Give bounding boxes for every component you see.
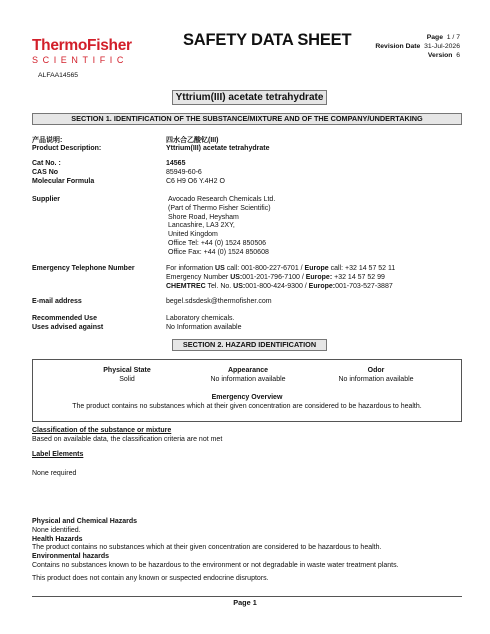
physical-state-cell bbox=[57, 367, 197, 385]
label-elements-text-block bbox=[32, 470, 462, 479]
logo-subtitle: SCIENTIFIC bbox=[32, 54, 129, 65]
odor-label: Odor bbox=[367, 367, 385, 374]
physical-chemical-hazards-text: None identified. bbox=[32, 526, 81, 534]
cat-no-value: 14565 bbox=[166, 160, 186, 167]
product-name-bar: Yttrium(III) acetate tetrahydrate bbox=[172, 90, 327, 105]
product-description-value: Yttrium(III) acetate tetrahydrate bbox=[166, 145, 270, 152]
revision-info bbox=[375, 33, 460, 61]
supplier-line: Shore Road, Heysham bbox=[168, 213, 239, 221]
emergency-telephone-row bbox=[32, 265, 462, 291]
classification-text: Based on available data, the classification criteria are not met bbox=[32, 435, 223, 443]
molecular-formula-label: Molecular Formula bbox=[32, 178, 95, 185]
version-label: Version bbox=[427, 52, 453, 60]
cat-no-row bbox=[32, 160, 462, 169]
section2-heading: SECTION 2. HAZARD IDENTIFICATION bbox=[172, 339, 327, 351]
classification-heading: Classification of the substance or mixture bbox=[32, 427, 172, 434]
uses-advised-against-label: Uses advised against bbox=[32, 324, 104, 331]
cas-no-value: 85949-60-6 bbox=[166, 169, 202, 176]
emergency-telephone-numbers bbox=[166, 265, 462, 291]
appearance-value: No information available bbox=[210, 375, 286, 383]
health-hazards-text: The product contains no substances which at their given concentration are considered to be hazardous to health. bbox=[32, 544, 382, 552]
hazards-block bbox=[32, 518, 462, 571]
document-code: ALFAA14565 bbox=[38, 72, 79, 79]
revision-value: 31-Jul-2026 bbox=[424, 43, 460, 51]
supplier-line: Office Tel: +44 (0) 1524 850506 bbox=[168, 239, 267, 247]
appearance-cell bbox=[178, 367, 318, 385]
chinese-description-value: 四水合乙酸钇(III) bbox=[166, 137, 219, 144]
supplier-line: United Kingdom bbox=[168, 231, 218, 238]
classification-block bbox=[32, 427, 462, 445]
endocrine-block bbox=[32, 575, 462, 584]
environmental-hazards-heading: Environmental hazards bbox=[32, 553, 110, 560]
emergency-line-number: Emergency Number US:001-201-796-7100 / Europe: +32 14 57 52 99 bbox=[166, 273, 385, 281]
document-title: SAFETY DATA SHEET bbox=[183, 31, 352, 49]
revision-label: Revision Date bbox=[375, 43, 421, 51]
chinese-description-label: 产品说明: bbox=[32, 137, 63, 144]
email-label: E-mail address bbox=[32, 298, 82, 305]
emergency-line-chemtrec: CHEMTREC Tel. No. US:001-800-424-9300 / Europe:001-703-527-3887 bbox=[166, 282, 393, 290]
cas-no-row bbox=[32, 169, 462, 178]
molecular-formula-value: C6 H9 O6 Y.4H2 O bbox=[166, 178, 225, 185]
supplier-row bbox=[32, 196, 462, 257]
cat-no-label: Cat No. : bbox=[32, 160, 61, 167]
product-description-label: Product Description: bbox=[32, 145, 102, 152]
product-description-row bbox=[32, 145, 462, 154]
logo-wordmark: ThermoFisher bbox=[32, 37, 132, 54]
recommended-use-label: Recommended Use bbox=[32, 315, 97, 322]
supplier-label: Supplier bbox=[32, 196, 61, 203]
emergency-overview-label: Emergency Overview bbox=[211, 394, 283, 401]
emergency-overview-text: The product contains no substances which at their given concentration are considered to be hazardous to health. bbox=[72, 402, 422, 410]
physical-state-value: Solid bbox=[119, 375, 135, 383]
email-row bbox=[32, 298, 462, 307]
uses-advised-against-row bbox=[32, 324, 462, 333]
thermofisher-logo bbox=[32, 38, 132, 66]
emergency-telephone-label: Emergency Telephone Number bbox=[32, 265, 135, 272]
page-number-footer: Page 1 bbox=[233, 598, 257, 607]
version-value: 6 bbox=[456, 52, 460, 60]
section1-heading: SECTION 1. IDENTIFICATION OF THE SUBSTANCE/MIXTURE AND OF THE COMPANY/UNDERTAKING bbox=[32, 113, 462, 125]
supplier-line: Avocado Research Chemicals Ltd. bbox=[168, 196, 276, 203]
email-value: begel.sdsdesk@thermofisher.com bbox=[166, 298, 272, 305]
label-elements-text: None required bbox=[32, 470, 77, 477]
recommended-use-row bbox=[32, 315, 462, 324]
footer-divider bbox=[32, 596, 462, 597]
odor-cell bbox=[306, 367, 446, 385]
endocrine-disruptor-text: This product does not contain any known or suspected endocrine disruptors. bbox=[32, 575, 269, 582]
health-hazards-heading: Health Hazards bbox=[32, 535, 83, 543]
hazard-summary-box bbox=[32, 359, 462, 422]
odor-value: No information available bbox=[338, 375, 414, 383]
page-value: 1 / 7 bbox=[446, 34, 460, 41]
physical-state-label: Physical State bbox=[103, 367, 151, 374]
label-elements-heading: Label Elements bbox=[32, 451, 84, 458]
physical-chemical-hazards-heading: Physical and Chemical Hazards bbox=[32, 518, 138, 525]
cas-no-label: CAS No bbox=[32, 169, 59, 176]
supplier-line: Lancashire, LA3 2XY, bbox=[168, 222, 235, 230]
supplier-line: Office Fax: +44 (0) 1524 850608 bbox=[168, 248, 269, 256]
uses-advised-against-value: No Information available bbox=[166, 324, 242, 331]
environmental-hazards-text: Contains no substances known to be hazardous to the environment or not degradable in waste water treatment plants. bbox=[32, 561, 399, 569]
appearance-label: Appearance bbox=[227, 367, 269, 374]
recommended-use-value: Laboratory chemicals. bbox=[166, 315, 235, 322]
emergency-overview bbox=[33, 394, 461, 412]
label-elements-block bbox=[32, 451, 462, 460]
emergency-line-information: For information US call: 001-800-227-6701 / Europe call: +32 14 57 52 11 bbox=[166, 265, 396, 272]
supplier-address bbox=[166, 196, 462, 257]
page-label: Page bbox=[426, 34, 443, 41]
supplier-line: (Part of Thermo Fisher Scientific) bbox=[168, 204, 271, 212]
molecular-formula-row bbox=[32, 178, 462, 187]
